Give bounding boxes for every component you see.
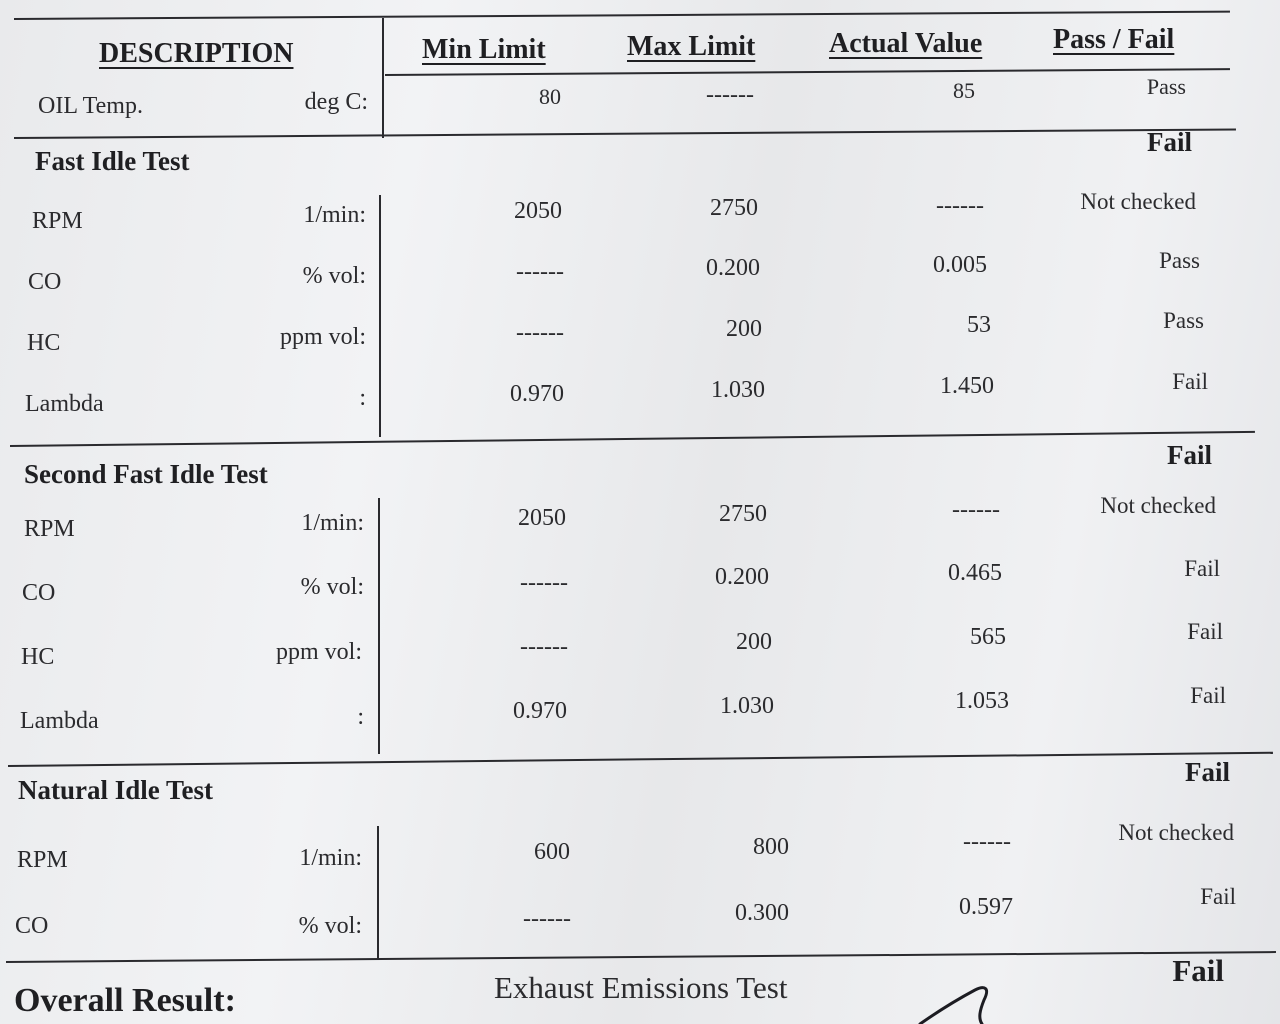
- natural-idle-co-unit: % vol:: [298, 913, 362, 939]
- second-fast-idle-lambda-min: 0.970: [513, 698, 567, 724]
- fast-idle-bottom-line: [10, 431, 1255, 447]
- second-fast-idle-lambda-unit: :: [357, 704, 364, 730]
- fast-idle-hc-actual: 53: [967, 312, 991, 338]
- top-border-line: [14, 11, 1230, 20]
- second-fast-idle-co-max: 0.200: [715, 564, 769, 590]
- fast-idle-co-result: Pass: [1159, 248, 1200, 273]
- fast-idle-rpm-label: RPM: [32, 208, 83, 234]
- oil-temp-label: OIL Temp.: [38, 93, 143, 119]
- second-fast-idle-rpm-max: 2750: [719, 501, 767, 527]
- second-fast-idle-co-actual: 0.465: [948, 560, 1002, 586]
- second-fast-idle-lambda-label: Lambda: [20, 708, 99, 734]
- oil-row-bottom-line: [14, 128, 1236, 139]
- fast-idle-title: Fast Idle Test: [35, 146, 190, 176]
- natural-idle-co-actual: 0.597: [959, 894, 1013, 920]
- natural-idle-co-min: ------: [523, 906, 571, 932]
- oil-temp-result: Pass: [1146, 74, 1186, 99]
- second-fast-idle-divider-line: [378, 498, 380, 754]
- header-pass-fail: Pass / Fail: [1053, 24, 1175, 55]
- fast-idle-co-actual: 0.005: [933, 252, 987, 278]
- second-fast-idle-bottom-line: [8, 752, 1273, 767]
- second-fast-idle-hc-unit: ppm vol:: [275, 639, 362, 665]
- natural-idle-bottom-line: [6, 951, 1276, 963]
- fast-idle-hc-unit: ppm vol:: [279, 324, 366, 350]
- fast-idle-rpm-result: Not checked: [1080, 189, 1196, 214]
- header-description: DESCRIPTION: [99, 38, 294, 69]
- fast-idle-lambda-unit: :: [359, 385, 366, 411]
- fast-idle-hc-max: 200: [726, 316, 762, 342]
- header-max-limit: Max Limit: [627, 31, 756, 62]
- second-fast-idle-rpm-label: RPM: [24, 516, 75, 542]
- second-fast-idle-hc-actual: 565: [970, 624, 1006, 650]
- oil-temp-max: ------: [706, 82, 754, 108]
- natural-idle-rpm-min: 600: [534, 839, 570, 865]
- second-fast-idle-co-result: Fail: [1184, 556, 1220, 581]
- second-fast-idle-result: Fail: [1167, 440, 1212, 470]
- second-fast-idle-hc-max: 200: [736, 629, 772, 655]
- natural-idle-rpm-max: 800: [753, 834, 789, 860]
- overall-result: Fail: [1172, 953, 1224, 988]
- fast-idle-co-label: CO: [28, 269, 62, 295]
- fast-idle-lambda-actual: 1.450: [940, 373, 994, 399]
- fast-idle-rpm-unit: 1/min:: [303, 202, 366, 228]
- second-fast-idle-rpm-result: Not checked: [1100, 493, 1216, 518]
- fast-idle-hc-label: HC: [27, 330, 61, 356]
- fast-idle-rpm-actual: ------: [936, 193, 984, 219]
- fast-idle-lambda-min: 0.970: [510, 381, 564, 407]
- header-min-limit: Min Limit: [422, 34, 546, 65]
- fast-idle-rpm-min: 2050: [514, 198, 562, 224]
- fast-idle-hc-min: ------: [516, 320, 564, 346]
- second-fast-idle-lambda-result: Fail: [1190, 683, 1226, 708]
- second-fast-idle-title: Second Fast Idle Test: [24, 459, 268, 489]
- fast-idle-lambda-label: Lambda: [25, 391, 104, 417]
- natural-idle-divider-line: [377, 826, 379, 960]
- fast-idle-result: Fail: [1147, 127, 1192, 157]
- signature-mark: [900, 980, 1020, 1024]
- natural-idle-title: Natural Idle Test: [18, 775, 214, 805]
- natural-idle-rpm-unit: 1/min:: [299, 845, 362, 871]
- oil-temp-min: 80: [539, 84, 561, 109]
- overall-result-label: Overall Result:: [14, 982, 236, 1019]
- header-divider-line: [382, 18, 384, 138]
- second-fast-idle-lambda-actual: 1.053: [955, 688, 1009, 714]
- second-fast-idle-rpm-min: 2050: [518, 505, 566, 531]
- second-fast-idle-hc-result: Fail: [1187, 619, 1223, 644]
- fast-idle-co-unit: % vol:: [302, 263, 366, 289]
- natural-idle-rpm-label: RPM: [17, 847, 68, 873]
- fast-idle-lambda-result: Fail: [1172, 369, 1208, 394]
- natural-idle-co-result: Fail: [1200, 884, 1236, 909]
- fast-idle-co-min: ------: [516, 259, 564, 285]
- overall-test-name: Exhaust Emissions Test: [494, 970, 788, 1005]
- second-fast-idle-rpm-unit: 1/min:: [301, 510, 364, 536]
- oil-temp-actual: 85: [953, 78, 975, 103]
- natural-idle-result: Fail: [1185, 757, 1230, 787]
- natural-idle-co-label: CO: [15, 913, 49, 939]
- fast-idle-co-max: 0.200: [706, 255, 760, 281]
- second-fast-idle-lambda-max: 1.030: [720, 693, 774, 719]
- second-fast-idle-co-min: ------: [520, 570, 568, 596]
- second-fast-idle-co-label: CO: [22, 580, 56, 606]
- natural-idle-rpm-result: Not checked: [1118, 820, 1234, 845]
- fast-idle-hc-result: Pass: [1163, 308, 1204, 333]
- oil-temp-unit: deg C:: [304, 89, 368, 115]
- header-actual-value: Actual Value: [829, 28, 983, 59]
- second-fast-idle-hc-label: HC: [21, 644, 55, 670]
- natural-idle-rpm-actual: ------: [963, 829, 1011, 855]
- second-fast-idle-hc-min: ------: [520, 634, 568, 660]
- natural-idle-co-max: 0.300: [735, 900, 789, 926]
- second-fast-idle-co-unit: % vol:: [300, 574, 364, 600]
- fast-idle-divider-line: [379, 195, 381, 437]
- fast-idle-lambda-max: 1.030: [711, 377, 765, 403]
- second-fast-idle-rpm-actual: ------: [952, 497, 1000, 523]
- fast-idle-rpm-max: 2750: [710, 195, 758, 221]
